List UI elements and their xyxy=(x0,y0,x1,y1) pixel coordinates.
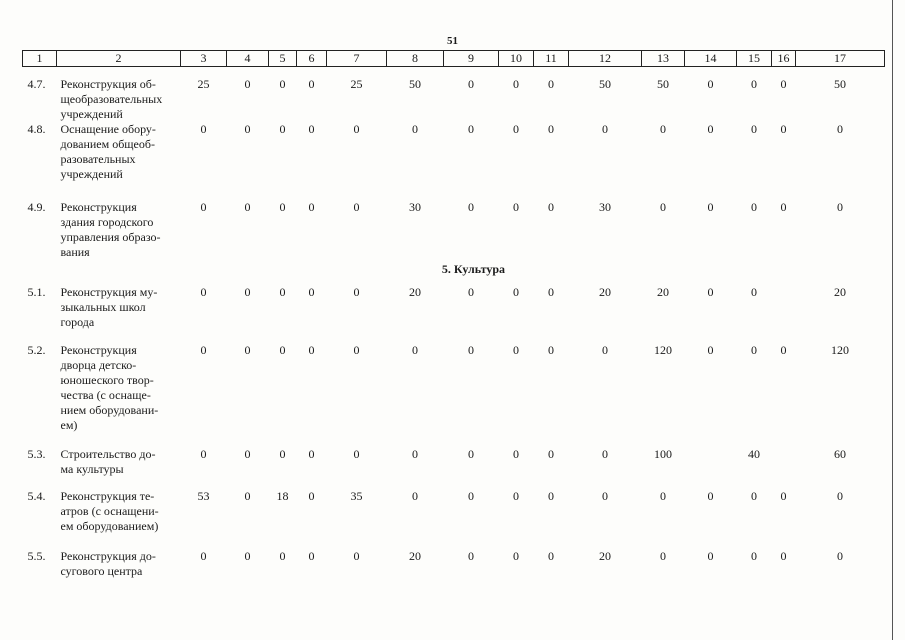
row-value: 100 xyxy=(654,447,672,461)
column-header: 16 xyxy=(772,51,796,67)
row-value: 0 xyxy=(244,447,251,461)
row-value: 0 xyxy=(200,447,207,461)
column-header: 10 xyxy=(499,51,534,67)
column-header: 12 xyxy=(569,51,642,67)
row-value: 50 xyxy=(834,77,846,91)
row-value: 0 xyxy=(548,122,554,136)
row-value: 0 xyxy=(780,549,787,563)
table-body xyxy=(23,67,885,590)
row-value: 0 xyxy=(513,343,519,357)
row-value: 0 xyxy=(751,489,757,503)
table-row xyxy=(23,122,885,200)
row-value: 0 xyxy=(602,343,608,357)
row-value: 120 xyxy=(654,343,672,357)
row-value: 0 xyxy=(279,343,286,357)
row-value: 20 xyxy=(834,285,846,299)
table-row xyxy=(23,549,885,589)
row-value: 0 xyxy=(780,343,787,357)
row-value: 0 xyxy=(780,122,787,136)
row-value: 0 xyxy=(200,200,207,214)
row-value: 0 xyxy=(707,549,714,563)
row-value: 0 xyxy=(308,489,315,503)
column-header: 11 xyxy=(534,51,569,67)
column-header: 6 xyxy=(297,51,327,67)
row-value: 0 xyxy=(548,489,554,503)
row-value: 30 xyxy=(409,200,421,214)
row-value xyxy=(772,447,796,489)
row-value: 0 xyxy=(244,200,251,214)
row-value: 0 xyxy=(353,447,360,461)
row-value: 0 xyxy=(279,285,286,299)
row-value: 0 xyxy=(412,489,418,503)
row-value: 0 xyxy=(308,447,315,461)
row-value: 0 xyxy=(468,122,474,136)
row-number: 5.4. xyxy=(27,489,46,503)
row-value: 0 xyxy=(353,122,360,136)
row-value: 50 xyxy=(599,77,611,91)
row-value: 25 xyxy=(197,77,210,91)
row-value: 0 xyxy=(602,122,608,136)
row-value: 0 xyxy=(279,447,286,461)
row-name: Реконструкция те- атров (с оснащени- ем оборудованием) xyxy=(60,489,159,533)
row-number: 5.5. xyxy=(27,549,46,563)
column-header: 2 xyxy=(57,51,181,67)
row-value: 0 xyxy=(548,343,554,357)
row-value: 0 xyxy=(513,489,519,503)
table-row xyxy=(23,67,885,123)
row-value: 0 xyxy=(837,200,843,214)
row-value: 0 xyxy=(412,447,418,461)
row-value: 0 xyxy=(200,285,207,299)
row-value: 0 xyxy=(513,122,519,136)
row-value xyxy=(685,447,737,489)
column-header: 5 xyxy=(269,51,297,67)
row-value: 0 xyxy=(468,285,474,299)
row-value: 0 xyxy=(244,343,251,357)
row-value: 0 xyxy=(200,122,207,136)
row-value: 0 xyxy=(751,343,757,357)
row-value: 0 xyxy=(308,285,315,299)
row-value: 0 xyxy=(412,122,418,136)
row-value: 0 xyxy=(468,549,474,563)
row-value: 0 xyxy=(513,285,519,299)
row-value: 0 xyxy=(707,343,714,357)
row-value: 0 xyxy=(244,77,251,91)
table-row xyxy=(23,285,885,343)
row-number: 4.9. xyxy=(27,200,46,214)
row-name: Реконструкция об- щеобразовательных учреждений xyxy=(60,77,163,121)
column-header: 13 xyxy=(642,51,685,67)
table-row xyxy=(23,200,885,260)
row-value: 0 xyxy=(660,549,666,563)
row-value: 50 xyxy=(657,77,669,91)
column-header: 8 xyxy=(387,51,444,67)
row-value: 20 xyxy=(599,549,611,563)
row-value: 0 xyxy=(279,77,286,91)
row-value: 0 xyxy=(707,285,714,299)
table-row xyxy=(23,343,885,447)
row-value: 0 xyxy=(548,200,554,214)
table-row xyxy=(23,489,885,549)
column-header: 3 xyxy=(181,51,227,67)
row-value: 35 xyxy=(350,489,363,503)
page-edge-line xyxy=(892,0,893,640)
row-value: 0 xyxy=(279,200,286,214)
row-value: 18 xyxy=(276,489,289,503)
row-name: Реконструкция дворца детско- юношеского твор- чества (с оснаще- нием оборудовани- ем) xyxy=(60,343,159,432)
row-value: 0 xyxy=(548,77,554,91)
row-value: 0 xyxy=(468,200,474,214)
row-value: 0 xyxy=(308,343,315,357)
row-value: 0 xyxy=(244,549,251,563)
row-value: 0 xyxy=(513,447,519,461)
budget-table xyxy=(22,50,885,589)
row-value: 53 xyxy=(197,489,210,503)
row-value: 0 xyxy=(707,122,714,136)
row-value: 0 xyxy=(837,489,843,503)
row-value: 0 xyxy=(780,200,787,214)
row-value: 0 xyxy=(602,489,608,503)
row-value: 0 xyxy=(353,200,360,214)
row-value: 0 xyxy=(751,200,757,214)
row-value: 0 xyxy=(660,122,666,136)
row-value: 20 xyxy=(409,285,421,299)
table-header xyxy=(23,51,885,67)
row-value: 0 xyxy=(707,489,714,503)
row-value: 0 xyxy=(707,77,714,91)
row-value: 0 xyxy=(308,77,315,91)
column-header: 4 xyxy=(227,51,269,67)
row-value: 0 xyxy=(308,549,315,563)
row-value: 0 xyxy=(513,549,519,563)
row-value: 20 xyxy=(599,285,611,299)
column-header: 1 xyxy=(23,51,57,67)
row-number: 4.7. xyxy=(27,77,46,91)
row-value: 0 xyxy=(353,285,360,299)
row-value: 0 xyxy=(780,489,787,503)
row-value: 0 xyxy=(513,200,519,214)
row-value: 0 xyxy=(244,489,251,503)
row-value: 0 xyxy=(751,122,757,136)
row-value: 0 xyxy=(548,447,554,461)
row-value: 0 xyxy=(308,200,315,214)
row-value: 50 xyxy=(409,77,421,91)
row-value: 0 xyxy=(200,549,207,563)
row-value: 0 xyxy=(660,200,666,214)
row-value: 0 xyxy=(548,285,554,299)
column-header: 7 xyxy=(327,51,387,67)
row-value: 40 xyxy=(748,447,760,461)
row-number: 5.1. xyxy=(27,285,46,299)
row-value: 0 xyxy=(412,343,418,357)
column-header: 15 xyxy=(737,51,772,67)
row-value: 0 xyxy=(707,200,714,214)
row-value: 0 xyxy=(548,549,554,563)
row-number: 5.2. xyxy=(27,343,46,357)
row-value: 0 xyxy=(468,77,474,91)
row-value: 120 xyxy=(831,343,849,357)
table-row xyxy=(23,447,885,489)
row-value: 0 xyxy=(660,489,666,503)
row-value: 0 xyxy=(468,447,474,461)
section-row xyxy=(23,260,885,285)
row-value: 0 xyxy=(244,122,251,136)
column-header: 17 xyxy=(796,51,885,67)
row-value: 0 xyxy=(751,285,757,299)
row-value: 0 xyxy=(751,77,757,91)
row-value: 0 xyxy=(602,447,608,461)
row-value: 0 xyxy=(513,77,519,91)
row-value xyxy=(772,285,796,343)
row-number: 5.3. xyxy=(27,447,46,461)
row-value: 0 xyxy=(837,549,843,563)
row-value: 0 xyxy=(279,122,286,136)
row-value: 0 xyxy=(468,343,474,357)
row-name: Реконструкция му- зыкальных школ города xyxy=(60,285,158,329)
row-name: Реконструкция до- сугового центра xyxy=(60,549,156,578)
row-number: 4.8. xyxy=(27,122,46,136)
row-value: 25 xyxy=(350,77,363,91)
row-value: 20 xyxy=(409,549,421,563)
column-header: 14 xyxy=(685,51,737,67)
row-name: Строительство до- ма культуры xyxy=(60,447,156,476)
row-value: 0 xyxy=(353,549,360,563)
row-name: Реконструкция здания городского управления образо- вания xyxy=(60,200,161,259)
row-name: Оснащение обору- дованием общеоб- разовательных учреждений xyxy=(60,122,156,181)
row-value: 0 xyxy=(751,549,757,563)
row-value: 0 xyxy=(200,343,207,357)
row-value: 0 xyxy=(780,77,787,91)
section-title: 5. Культура xyxy=(441,262,506,276)
page-number: 51 xyxy=(447,35,458,47)
row-value: 60 xyxy=(834,447,846,461)
row-value: 0 xyxy=(244,285,251,299)
row-value: 0 xyxy=(308,122,315,136)
row-value: 0 xyxy=(837,122,843,136)
row-value: 0 xyxy=(353,343,360,357)
row-value: 30 xyxy=(599,200,611,214)
row-value: 20 xyxy=(657,285,669,299)
column-header: 9 xyxy=(444,51,499,67)
row-value: 0 xyxy=(279,549,286,563)
row-value: 0 xyxy=(468,489,474,503)
